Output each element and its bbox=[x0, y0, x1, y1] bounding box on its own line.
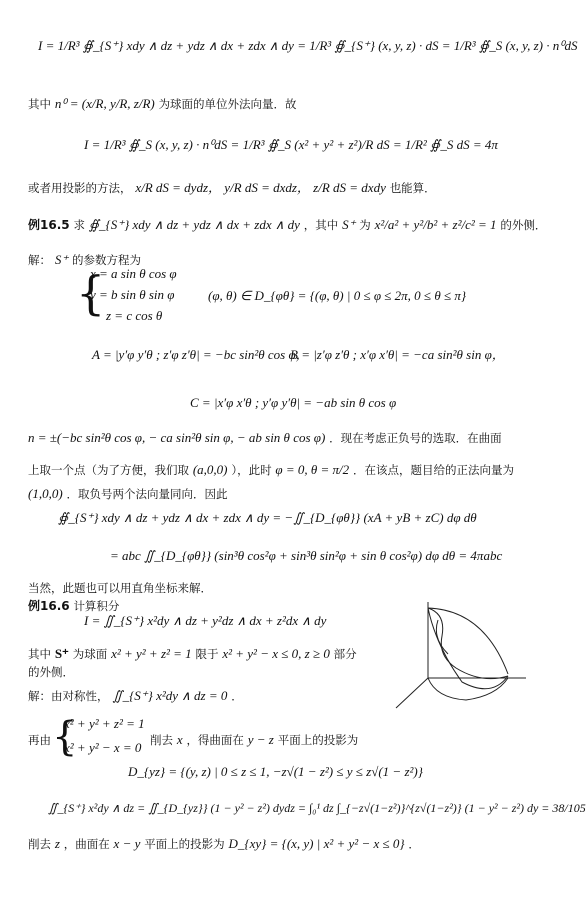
normal-vector-line bbox=[28, 430, 502, 446]
left-brace: { bbox=[76, 266, 106, 320]
equation-sphere: x² + y² + z² = 1 bbox=[111, 646, 192, 661]
text-where: ，其中 bbox=[303, 218, 339, 232]
base-circle bbox=[428, 678, 508, 700]
system-eq-1: x² + y² + z² = 1 bbox=[64, 716, 145, 731]
point-choice-line bbox=[28, 462, 514, 478]
symbol-S-plus: S⁺ bbox=[342, 217, 356, 232]
text-parametric: 的参数方程为 bbox=[72, 253, 142, 267]
text-at-point: ．在该点，题目给的正法向量为 bbox=[352, 463, 514, 477]
same-direction-line bbox=[28, 486, 228, 502]
symmetry-line bbox=[28, 688, 243, 704]
determinant-B: B = |z′φ z′θ ; x′φ x′θ| = −ca sin²θ sin φ， bbox=[290, 347, 505, 362]
system-eq-2: x² + y² − x = 0 bbox=[64, 740, 142, 755]
eliminate-z-line bbox=[28, 836, 420, 852]
vector-100: (1,0,0) bbox=[28, 486, 63, 501]
text-limited-to: 限于 bbox=[195, 647, 219, 661]
example-16-5-label: 例16.5 bbox=[28, 218, 70, 232]
param-z: z = c cos θ bbox=[106, 308, 163, 323]
text-by-symmetry: 解：由对称性， bbox=[28, 689, 109, 703]
ex6-surface-desc bbox=[28, 646, 357, 662]
text-solution: 解： bbox=[28, 253, 51, 267]
equation-I-definition: I = 1/R³ ∯_{S⁺} xdy ∧ dz + ydz ∧ dx + zdx ∧ dy = 1/R³ ∯_{S⁺} (x, y, z) · dS = 1/R³ ∯_S (x, y, z) · n⁰dS bbox=[38, 38, 578, 53]
equation-I-result: I = 1/R³ ∯_S (x, y, z) · n⁰dS = 1/R³ ∯_S (x² + y² + z²)/R dS = 1/R² ∯_S dS = 4π bbox=[84, 137, 498, 152]
equation-symmetry-zero: ∬_{S⁺} x²dy ∧ dz = 0 bbox=[112, 688, 228, 703]
symbol-S-plus-2: S⁺ bbox=[54, 252, 69, 267]
rectangular-note: 当然，此题也可以用直角坐标来解． bbox=[28, 581, 212, 595]
text-projection-method: 或者用投影的方法， bbox=[28, 181, 132, 195]
domain-Dyz: D_{yz} = {(y, z) | 0 ≤ z ≤ 1, −z√(1 − z²) ≤ y ≤ z√(1 − z²)} bbox=[128, 764, 423, 779]
ex6-outer-side: 的外侧． bbox=[28, 665, 74, 679]
text-is: 为 bbox=[359, 218, 371, 232]
text-eliminate: 削去 bbox=[150, 733, 173, 747]
plane-xy: x − y bbox=[113, 836, 141, 851]
point-a00: (a,0,0) bbox=[192, 462, 228, 477]
integral-result: = abc ∬_{D_{φθ}} (sin³θ cos²φ + sin³θ sin²φ + sin θ cos²φ) dφ dθ = 4πabc bbox=[110, 548, 503, 563]
parameter-domain: (φ, θ) ∈ D_{φθ} = {(φ, θ) | 0 ≤ φ ≤ 2π, 0 ≤ θ ≤ π} bbox=[208, 288, 467, 303]
text-plane-projection-2: 平面上的投影为 bbox=[144, 837, 225, 851]
text-qiu: 求 bbox=[73, 218, 85, 232]
text-plane-projection: 平面上的投影为 bbox=[277, 733, 359, 747]
text-get-surface: ，得曲面在 bbox=[186, 733, 244, 747]
equation-ex5-integral: ∯_{S⁺} xdy ∧ dz + ydz ∧ dx + zdx ∧ dy bbox=[88, 217, 300, 232]
symbol-S-plus-bold: S⁺ bbox=[54, 646, 69, 661]
system-brace: { bbox=[52, 714, 78, 760]
equation-region: x² + y² − x ≤ 0, z ≥ 0 bbox=[222, 646, 330, 661]
text-qizhong: 其中 bbox=[28, 97, 51, 111]
equation-projection: x/R dS = dydz， y/R dS = dxdz， z/R dS = dxdy bbox=[135, 180, 386, 195]
viviani-surface-figure bbox=[392, 596, 532, 714]
text-qizhong-2: 其中 bbox=[28, 647, 51, 661]
text-zaiyou: 再由 bbox=[28, 733, 51, 747]
domain-Dxy: D_{xy} = {(x, y) | x² + y² − x ≤ 0} bbox=[228, 836, 405, 851]
text-part: 部分 bbox=[333, 647, 357, 661]
text-unit-normal-desc: 为球面的单位外法向量．故 bbox=[158, 97, 297, 111]
projection-method-line bbox=[28, 180, 436, 196]
x-axis bbox=[396, 678, 428, 708]
text-compute-integral: 计算积分 bbox=[73, 599, 120, 613]
text-end-period: ． bbox=[408, 837, 420, 851]
param-x: x = a sin θ cos φ bbox=[90, 266, 177, 281]
equation-ex6-integral: I = ∬_{S⁺} x²dy ∧ dz + y²dz ∧ dx + z²dx ∧ dy bbox=[84, 613, 327, 628]
example-16-5-statement bbox=[28, 217, 546, 233]
text-is-sphere: 为球面 bbox=[72, 647, 108, 661]
text-surface-in: ，曲面在 bbox=[63, 837, 110, 851]
equation-ellipsoid: x²/a² + y²/b² + z²/c² = 1 bbox=[374, 217, 497, 232]
equation-normal-vector: n = ±(−bc sin²θ cos φ, − ca sin²θ sin φ, − ab sin θ cos φ) bbox=[28, 430, 326, 445]
final-integral: ∬_{S⁺} x²dy ∧ dz = ∬_{D_{yz}} (1 − y² − z²) dydz = ∫₀¹ dz ∫_{−z√(1−z²)}^{z√(1−z²)} (1 − y² − z²) dy = 38/105 bbox=[48, 801, 586, 815]
text-also-works: 也能算． bbox=[389, 181, 436, 195]
determinant-A: A = |y′φ y′θ ; z′φ z′θ| = −bc sin²θ cos φ， bbox=[92, 347, 309, 362]
example-16-6-label: 例16.6 bbox=[28, 599, 70, 613]
unit-normal-line bbox=[28, 96, 297, 112]
determinant-C: C = |x′φ x′θ ; y′φ y′θ| = −ab sin θ cos φ bbox=[190, 395, 397, 410]
example-16-6-statement bbox=[28, 598, 119, 614]
var-x: x bbox=[176, 732, 183, 747]
text-outer-side: 的外侧． bbox=[500, 218, 547, 232]
text-sign-choice: ．现在考虑正负号的选取．在曲面 bbox=[329, 431, 502, 445]
equation-unit-normal: n⁰ = (x/R, y/R, z/R) bbox=[54, 96, 155, 111]
text-take-negative: ．取负号两个法向量同向．因此 bbox=[66, 487, 228, 501]
plane-yz: y − z bbox=[247, 732, 274, 747]
text-eliminate-2: 削去 bbox=[28, 837, 51, 851]
param-y: y = b sin θ sin φ bbox=[90, 287, 175, 302]
integral-transform: ∯_{S⁺} xdy ∧ dz + ydz ∧ dx + zdx ∧ dy = −∬_{D_{φθ}} (xA + yB + zC) dφ dθ bbox=[58, 510, 477, 525]
text-period: ． bbox=[231, 689, 243, 703]
equation-phi-theta: φ = 0, θ = π/2 bbox=[275, 462, 350, 477]
var-z: z bbox=[54, 836, 60, 851]
text-take-point: 上取一个点（为了方便，我们取 bbox=[28, 463, 189, 477]
text-then: ），此时 bbox=[231, 463, 272, 477]
